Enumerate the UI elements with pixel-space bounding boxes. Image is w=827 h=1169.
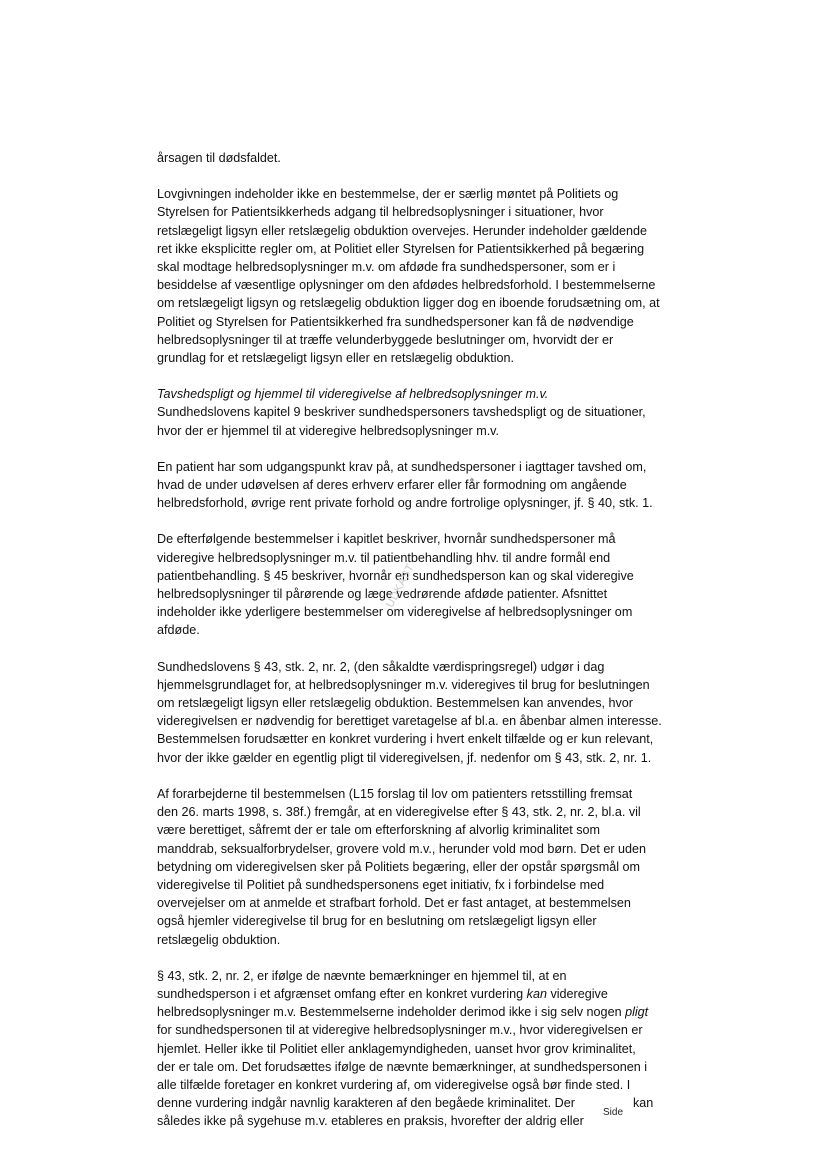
text-run: denne vurdering indgår navnlig karakteren af den begåede kriminalitet. Der bbox=[157, 1096, 575, 1111]
text-line: grundlag for et retslægeligt ligsyn eller en retslægelig obduktion. bbox=[157, 351, 515, 366]
text-line: hvad de under udøvelsen af deres erhverv erfarer eller får formodning om angående bbox=[157, 478, 627, 493]
emphasis-kan: kan bbox=[526, 986, 547, 1001]
text-line: retslægelig obduktion. bbox=[157, 932, 281, 947]
paragraph-preparatory-works bbox=[157, 785, 677, 949]
document-body bbox=[157, 149, 677, 1149]
text-line: der er tale om. Det forudsættes ifølge de nævnte bemærkninger, at sundhedspersonen i bbox=[157, 1059, 648, 1074]
text-line: videregive helbredsoplysninger m.v. til patientbehandling hhv. til andre formål end bbox=[157, 550, 611, 565]
text-line: om retslægeligt ligsyn og retslægelig obduktion ligger dog en iboende forudsætning om, at bbox=[157, 296, 660, 311]
text-line: helbredsforhold, øvrige rent private forhold og andre fortrolige oplysninger, jf. § 40, stk. 1. bbox=[157, 496, 653, 511]
text-line bbox=[157, 1094, 677, 1112]
text-line: skal modtage helbredsoplysninger m.v. om afdøde fra sundhedspersoner, som er i bbox=[157, 260, 616, 275]
text-line: helbredsoplysninger til pårørende og læge vedrørende afdøde patienter. Afsnittet bbox=[157, 587, 608, 602]
paragraph-patient-rights bbox=[157, 458, 677, 513]
text-run: kan bbox=[632, 1096, 654, 1111]
text-line: hvor der ikke gælder en egentlig pligt til videregivelsen, jf. nedenfor om § 43, stk. 2, nr. 1. bbox=[157, 750, 652, 765]
text-line: Lovgivningen indeholder ikke en bestemmelse, der er særlig møntet på Politiets og bbox=[157, 187, 619, 202]
paragraph-following-provisions bbox=[157, 530, 677, 639]
text-line: overvejelser om at anmelde et strafbart forhold. Det er fast antaget, at bestemmelsen bbox=[157, 896, 631, 911]
text-line: afdøde. bbox=[157, 623, 200, 638]
text-line: årsagen til dødsfaldet. bbox=[157, 151, 281, 165]
text-line: manddrab, seksualforbrydelser, grovere vold m.v., herunder vold mod børn. Det er uden bbox=[157, 841, 647, 856]
text-line: hjemlet. Heller ikke til Politiet eller anklagemyndigheden, uanset hvor grov kriminalitet, bbox=[157, 1041, 636, 1056]
text-line: videregivelse til Politiet på sundhedspersonens eget initiativ, fx i forbindelse med bbox=[157, 877, 605, 892]
text-line bbox=[157, 1003, 677, 1021]
text-line: den 26. marts 1998, s. 38f.) fremgår, at en videregivelse efter § 43, stk. 2, nr. 2, bl.a. vil bbox=[157, 805, 641, 820]
paragraph-legislation bbox=[157, 185, 677, 367]
text-line: hvor der er hjemmel til at videregive helbredsoplysninger m.v. bbox=[157, 423, 500, 438]
text-line: hjemmelsgrundlaget for, at helbredsoplysninger m.v. videregives til brug for beslutningen bbox=[157, 677, 650, 692]
text-line: retslægeligt ligsyn eller retslægelig obduktion overvejes. Herunder indeholder gældende bbox=[157, 223, 648, 238]
page-footer-label: Side bbox=[603, 1107, 624, 1118]
text-line: § 43, stk. 2, nr. 2, er ifølge de nævnte bemærkninger en hjemmel til, at en bbox=[157, 968, 567, 983]
draft-watermark: UDKAST bbox=[384, 561, 417, 610]
paragraph-confidentiality bbox=[157, 385, 677, 440]
text-line: besiddelse af væsentlige oplysninger om den afdødes helbredsforhold. I bestemmelserne bbox=[157, 278, 656, 293]
text-line: Styrelsen for Patientsikkerheds adgang til helbredsoplysninger i situationer, hvor bbox=[157, 205, 604, 220]
text-line: En patient har som udgangspunkt krav på, at sundhedspersoner i iagttager tavshed om, bbox=[157, 459, 647, 474]
section-heading: Tavshedspligt og hjemmel til videregivelse af helbredsoplysninger m.v. bbox=[157, 387, 549, 402]
text-line: Bestemmelsen forudsætter en konkret vurdering i hvert enkelt tilfælde og er kun relevant, bbox=[157, 732, 654, 747]
paragraph-section-43 bbox=[157, 658, 677, 767]
text-line: for sundhedspersonen til at videregive helbredsoplysninger m.v., hvor videregivelsen er bbox=[157, 1023, 643, 1038]
paragraph-discretion bbox=[157, 967, 677, 1131]
text-run: videregive bbox=[546, 986, 608, 1001]
text-line: Politiet og Styrelsen for Patientsikkerhed fra sundhedspersoner kan få de nødvendige bbox=[157, 314, 634, 329]
text-line: betydning om videregivelsen sker på Politiets begæring, eller der opstår spørgsmål om bbox=[157, 859, 640, 874]
text-line: ret ikke eksplicitte regler om, at Politiet eller Styrelsen for Patientsikkerhed på begæring bbox=[157, 241, 645, 256]
paragraph-intro bbox=[157, 149, 677, 167]
text-line: De efterfølgende bestemmelser i kapitlet beskriver, hvornår sundhedspersoner må bbox=[157, 532, 616, 547]
text-line: helbredsoplysninger til at træffe velunderbyggede beslutninger om, hvorvidt der er bbox=[157, 332, 614, 347]
text-run: sundhedsperson i et afgrænset omfang efter en konkret vurdering bbox=[157, 986, 527, 1001]
text-run: helbredsoplysninger m.v. Bestemmelserne indeholder derimod ikke i sig selv nogen bbox=[157, 1005, 626, 1020]
text-line: Sundhedslovens § 43, stk. 2, nr. 2, (den såkaldte værdispringsregel) udgør i dag bbox=[157, 659, 605, 674]
text-line bbox=[157, 985, 677, 1003]
text-line: indeholder ikke yderligere bestemmelser om videregivelse af helbredsoplysninger om bbox=[157, 605, 633, 620]
text-line: alle tilfælde foretager en konkret vurdering af, om videregivelse også bør finde sted. I bbox=[157, 1077, 631, 1092]
text-line: videregivelsen er nødvendig for berettiget varetagelse af bl.a. en åbenbar almen interesse. bbox=[157, 714, 662, 729]
text-line: være berettiget, såfremt der er tale om efterforskning af alvorlig kriminalitet som bbox=[157, 823, 601, 838]
text-line: således ikke på sygehuse m.v. etableres en praksis, hvorefter der aldrig eller bbox=[157, 1114, 584, 1129]
text-line: Af forarbejderne til bestemmelsen (L15 forslag til lov om patienters retsstilling fremsat bbox=[157, 786, 633, 801]
text-line: om retslægeligt ligsyn eller retslægelig obduktion. Bestemmelsen kan anvendes, hvor bbox=[157, 696, 634, 711]
text-line: Sundhedslovens kapitel 9 beskriver sundhedspersoners tavshedspligt og de situationer, bbox=[157, 405, 646, 420]
text-line: også hjemler videregivelse til brug for en beslutning om retslægeligt ligsyn eller bbox=[157, 914, 597, 929]
text-line: patientbehandling. § 45 beskriver, hvornår en sundhedsperson kan og skal videregive bbox=[157, 568, 634, 583]
emphasis-pligt: pligt bbox=[625, 1005, 649, 1020]
